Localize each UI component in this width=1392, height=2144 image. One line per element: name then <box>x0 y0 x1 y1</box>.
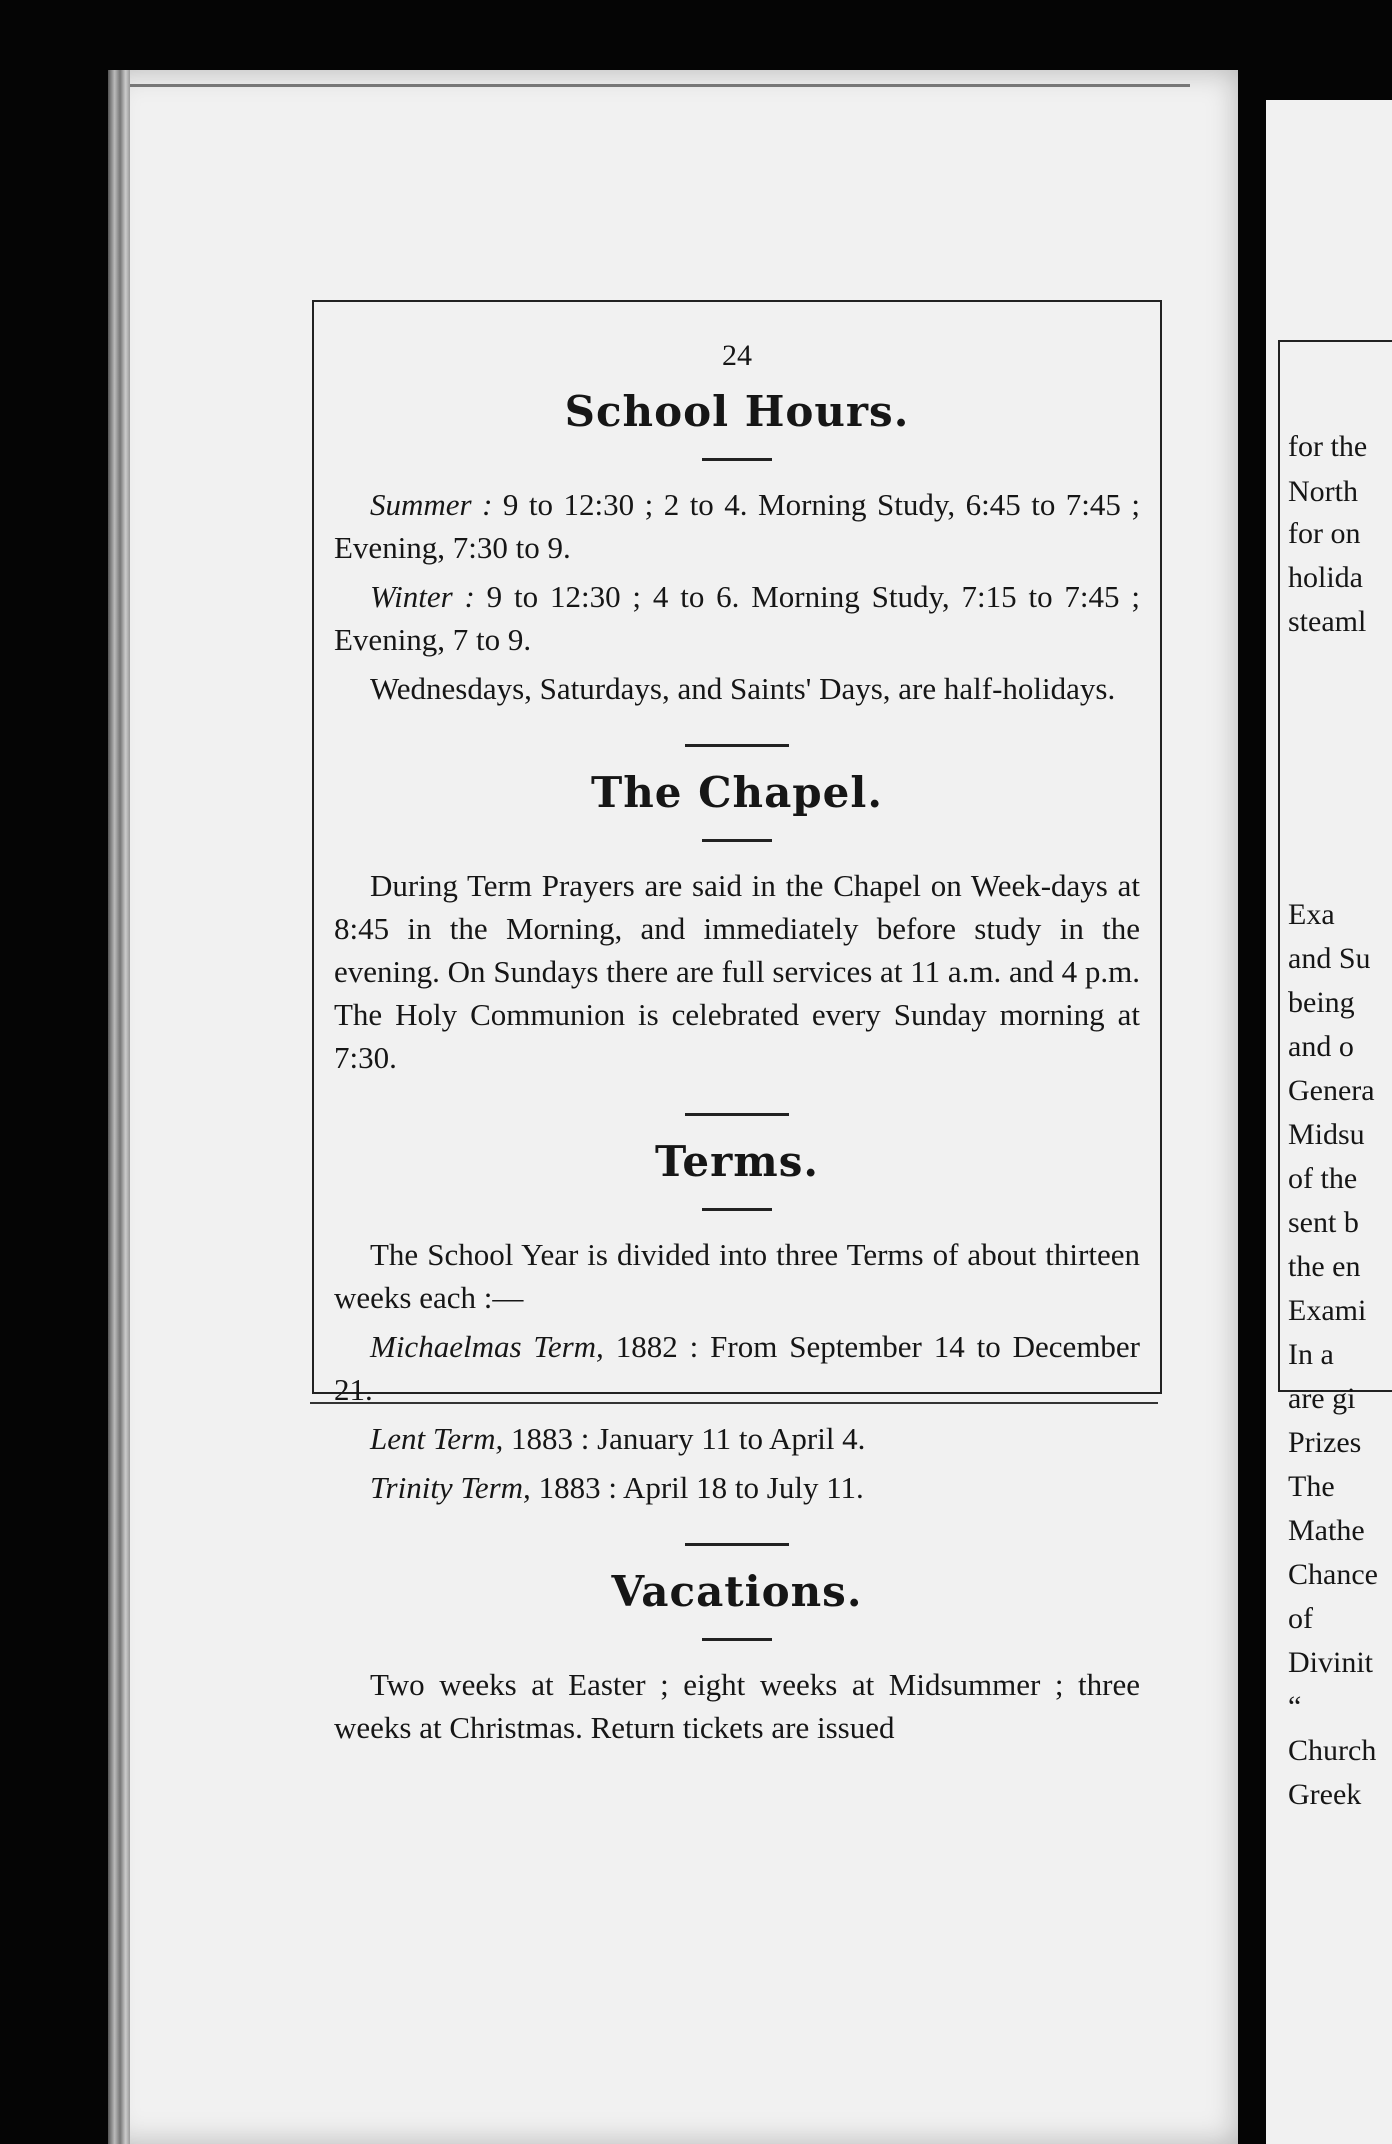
summer-text: 9 to 12:30 ; 2 to 4. Morning Study, 6:45 to 7:45 ; Evening, 7:30 to 9. <box>334 487 1141 565</box>
page-text <box>334 318 1140 1755</box>
michaelmas-term <box>334 1325 1140 1411</box>
page-top-line <box>130 84 1190 87</box>
heading-rule <box>702 458 772 461</box>
section-divider <box>685 744 789 747</box>
section-heading-school-hours: School Hours. <box>564 387 910 436</box>
lent-text: 1883 : January 11 to April 4. <box>510 1421 866 1456</box>
vacations-text: Two weeks at Easter ; eight weeks at Midsummer ; three weeks at Christmas. Return tickets are issued <box>334 1667 1140 1745</box>
chapel-text: During Term Prayers are said in the Chapel on Week-days at 8:45 in the Morning, and immediately before study in the evening. On Sundays there are full services at 11 a.m. and 4 p.m. The Holy Communion is celebrated every Sunday morning at 7:30. <box>334 868 1140 1075</box>
facing-page-fragment: North <box>1288 475 1358 508</box>
facing-page-fragment: Divinit <box>1288 1646 1374 1679</box>
facing-page-fragment: holida <box>1288 561 1363 594</box>
half-holidays: Wednesdays, Saturdays, and Saints' Days, are half-holidays. <box>370 671 1116 706</box>
facing-page-fragment: of <box>1288 1602 1313 1635</box>
michaelmas-label: Michaelmas Term, <box>370 1329 604 1364</box>
trinity-term <box>334 1466 1140 1509</box>
michaelmas-text: 1882 : From September 14 to December 21. <box>334 1329 1141 1407</box>
section-heading-vacations: Vacations. <box>611 1567 863 1616</box>
facing-page-fragment: the en <box>1288 1250 1361 1283</box>
facing-page-fragment: Genera <box>1288 1074 1375 1107</box>
section-heading-chapel: The Chapel. <box>591 768 883 817</box>
facing-page-fragment: Prizes <box>1288 1426 1362 1459</box>
facing-page-fragment: Chance <box>1288 1558 1378 1591</box>
facing-page-fragment: for the <box>1288 430 1368 463</box>
facing-page-fragment: for on <box>1288 517 1361 550</box>
facing-page-fragment: being <box>1288 986 1355 1019</box>
heading-rule <box>702 1638 772 1641</box>
heading-rule <box>702 839 772 842</box>
facing-page-fragment: Exa <box>1288 898 1335 931</box>
summer-label: Summer : <box>370 487 493 522</box>
facing-page-fragment: Church <box>1288 1734 1377 1767</box>
page-edge <box>108 70 130 2144</box>
facing-page-fragment: sent b <box>1288 1206 1359 1239</box>
winter-hours <box>334 575 1140 661</box>
heading-rule <box>702 1208 772 1211</box>
trinity-label: Trinity Term, <box>370 1470 531 1505</box>
trinity-text: 1883 : April 18 to July 11. <box>538 1470 864 1505</box>
summer-hours <box>334 483 1140 569</box>
winter-text: 9 to 12:30 ; 4 to 6. Morning Study, 7:15 to 7:45 ; Evening, 7 to 9. <box>334 579 1140 657</box>
book-gutter <box>1238 0 1266 2144</box>
section-divider <box>685 1543 789 1546</box>
facing-page-fragment: of the <box>1288 1162 1358 1195</box>
facing-page-fragment: Exami <box>1288 1294 1367 1327</box>
facing-page-fragment: are gi <box>1288 1382 1356 1415</box>
facing-page-fragment: Greek <box>1288 1778 1362 1811</box>
facing-page-fragment: and Su <box>1288 942 1371 975</box>
page-number: 24 <box>722 339 752 372</box>
terms-intro: The School Year is divided into three Terms of about thirteen weeks each :— <box>334 1237 1140 1315</box>
lent-label: Lent Term, <box>370 1421 504 1456</box>
facing-page-fragment: steaml <box>1288 605 1367 638</box>
facing-page-fragment: In a <box>1288 1338 1334 1371</box>
winter-label: Winter : <box>370 579 475 614</box>
facing-page-fragment: “ <box>1288 1690 1302 1723</box>
section-divider <box>685 1113 789 1116</box>
facing-page-fragment: The <box>1288 1470 1335 1503</box>
facing-page-fragment: Midsu <box>1288 1118 1365 1151</box>
facing-page-fragment: Mathe <box>1288 1514 1365 1547</box>
facing-page-fragment: and o <box>1288 1030 1354 1063</box>
section-heading-terms: Terms. <box>655 1137 819 1186</box>
lent-term <box>334 1417 1140 1460</box>
